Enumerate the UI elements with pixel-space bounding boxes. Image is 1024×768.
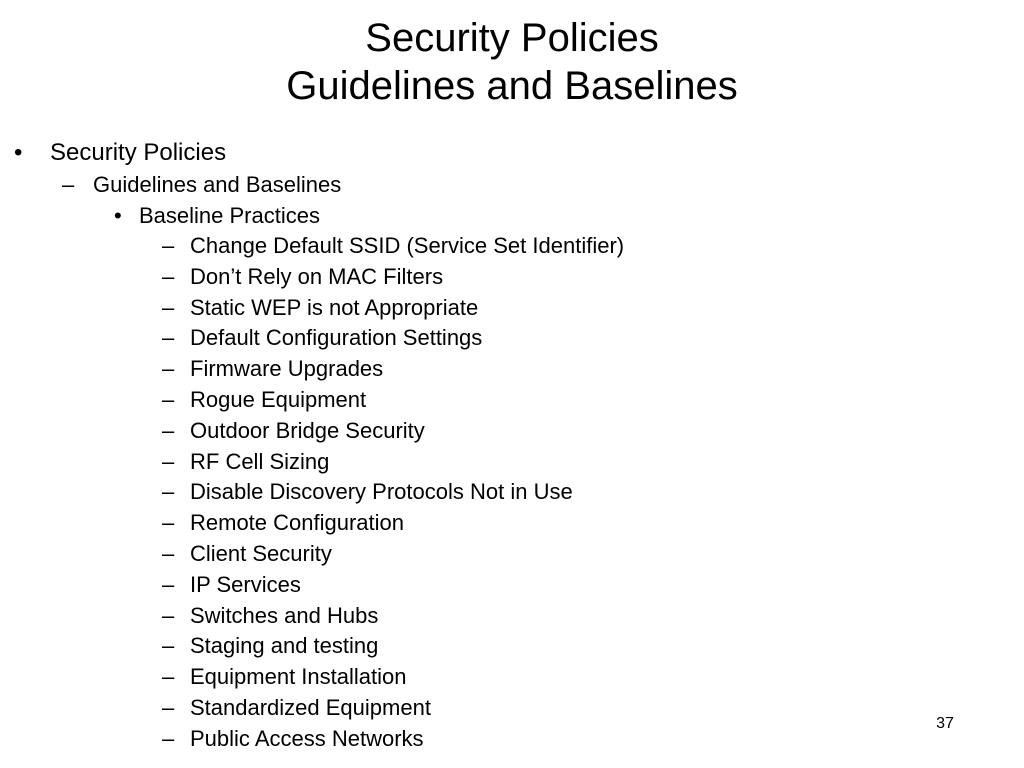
list-item xyxy=(0,447,1024,478)
dash-marker: – xyxy=(162,479,175,505)
list-item-text: Disable Discovery Protocols Not in Use xyxy=(190,479,573,505)
list-item xyxy=(0,724,1024,755)
bullet-level-3 xyxy=(0,200,1024,231)
list-item-text: Remote Configuration xyxy=(190,510,405,536)
dash-marker: – xyxy=(162,294,175,320)
list-item xyxy=(0,262,1024,293)
bullet-text: Guidelines and Baselines xyxy=(93,172,342,197)
list-item-text: Default Configuration Settings xyxy=(190,325,483,351)
list-item xyxy=(0,293,1024,324)
dash-marker: – xyxy=(162,510,175,536)
list-item xyxy=(0,416,1024,447)
list-item-text: Switches and Hubs xyxy=(190,602,379,628)
dash-marker: – xyxy=(162,602,175,628)
dash-marker: – xyxy=(162,356,175,382)
list-item xyxy=(0,323,1024,354)
dash-marker: – xyxy=(162,233,175,258)
bullet-marker: • xyxy=(114,203,122,228)
bullet-outline xyxy=(0,136,1024,755)
list-item-text: Equipment Installation xyxy=(190,664,407,690)
list-item xyxy=(0,693,1024,724)
list-item-text: Don’t Rely on MAC Filters xyxy=(190,263,444,289)
dash-marker: – xyxy=(162,633,175,659)
list-item-text: Public Access Networks xyxy=(190,725,424,751)
list-item-text: Change Default SSID (Service Set Identifier) xyxy=(190,233,625,258)
list-item-text: IP Services xyxy=(190,571,301,597)
slide-title xyxy=(0,14,1024,110)
list-item xyxy=(0,508,1024,539)
list-item-text: Rogue Equipment xyxy=(190,386,367,412)
dash-marker: – xyxy=(162,694,175,720)
list-item-text: Static WEP is not Appropriate xyxy=(190,294,479,320)
list-item-text: Firmware Upgrades xyxy=(190,356,384,382)
list-item xyxy=(0,385,1024,416)
list-item xyxy=(0,570,1024,601)
bullet-text: Baseline Practices xyxy=(139,203,320,228)
list-item xyxy=(0,631,1024,662)
dash-marker: – xyxy=(62,172,75,197)
dash-marker: – xyxy=(162,263,175,289)
list-item xyxy=(0,539,1024,570)
baseline-practices-list xyxy=(0,231,1024,755)
list-item xyxy=(0,477,1024,508)
list-item-text: Staging and testing xyxy=(190,633,379,659)
dash-marker: – xyxy=(162,325,175,351)
bullet-text: Security Policies xyxy=(50,139,227,166)
dash-marker: – xyxy=(162,448,175,474)
list-item xyxy=(0,354,1024,385)
bullet-marker: • xyxy=(14,139,23,166)
list-item-text: Client Security xyxy=(190,540,332,566)
list-item xyxy=(0,231,1024,262)
dash-marker: – xyxy=(162,664,175,690)
dash-marker: – xyxy=(162,386,175,412)
bullet-level-2 xyxy=(0,170,1024,200)
dash-marker: – xyxy=(162,571,175,597)
list-item-text: RF Cell Sizing xyxy=(190,448,330,474)
list-item-text: Outdoor Bridge Security xyxy=(190,417,425,443)
slide-title-line-1: Security Policies xyxy=(365,16,659,60)
dash-marker: – xyxy=(162,417,175,443)
slide-title-line-2: Guidelines and Baselines xyxy=(286,64,738,108)
dash-marker: – xyxy=(162,540,175,566)
list-item-text: Standardized Equipment xyxy=(190,694,431,720)
bullet-level-1 xyxy=(0,136,1024,170)
dash-marker: – xyxy=(162,725,175,751)
page-number: 37 xyxy=(936,715,954,732)
list-item xyxy=(0,601,1024,632)
list-item xyxy=(0,662,1024,693)
